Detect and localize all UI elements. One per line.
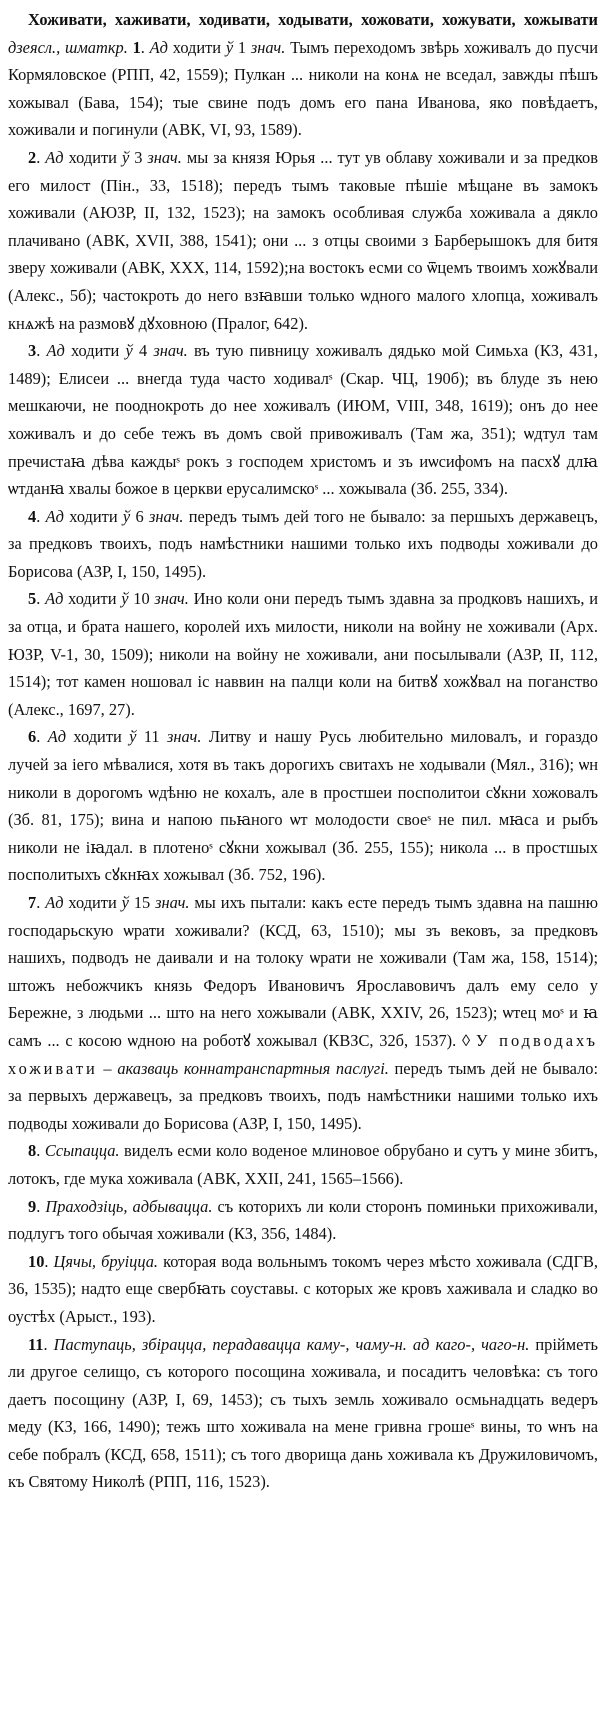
italic-gloss: знач. — [147, 147, 182, 167]
sense-paragraph-5: 5. Ад ходити ў 10 знач. Ино коли они передъ тымъ здавна за продковъ нашихъ, и за отца, и брата нашего, королей ихъ милости, николи на войну не хоживали (Арх. ЮЗР, V-1, 30, 1509); николи на войну не хоживали, ани посылывали (АЗР, II, 112, 1514); тот камен ношовал іс наввин на палци коли на битвꙋ хожꙋвал на поганство (Алекс., 1697, 27). — [8, 589, 598, 719]
italic-gloss: Ад — [47, 727, 67, 747]
sense-text: Ино коли они передъ тымъ здавна за продковъ нашихъ, и за отца, и брата нашего, королей ихъ милости, николи на войну не хоживали (Арх. ЮЗР, V-1, 30, 1509); николи на войну не хоживали, ани посылывали (АЗР, II, 112, 1514); тот камен ношовал іс наввин на палци коли на битвꙋ хожꙋвал на поганство (Алекс., 1697, 27). — [8, 589, 598, 719]
sense-number: 6 — [28, 727, 37, 747]
italic-gloss: ў — [121, 147, 130, 167]
sense-paragraph-8: 8. Ссыпацца. виделъ есми коло воденое млиновое обрубано и сутъ у мине збитъ, лотокъ, где мука хоживала (АВК, XXII, 241, 1565–1566). — [8, 1141, 598, 1188]
italic-gloss: Ад — [45, 893, 64, 912]
sense-paragraph-11: 11. Паступаць, збірацца, перадавацца каму-, чаму-н. ад каго-, чаго-н. прійметь ли другое селищо, съ которого посощина хоживала, и посадитъ человѣка: съ того даетъ посощину (АЗР, I, 69, 1453); съ тыхъ земль хоживало осмьнадцать ведеръ меду (КЗ, 166, 1490); тежъ што хоживала на мене гривна грошеˢ вины, то ѡнъ на себе побралъ (КСД, 658, 1511); съ того дворища дань хоживала къ Дружиловичомъ, къ Святому Николѣ (РПП, 116, 1523). — [8, 1334, 598, 1492]
sense-text: съ которихъ ли коли сторонъ поминьки прихоживали, подлугъ того обычая хоживали (КЗ, 356, 1484). — [8, 1196, 598, 1244]
italic-gloss: знач. — [153, 341, 188, 361]
italic-gloss: Ад — [45, 506, 64, 526]
sense-text: ходити — [64, 341, 126, 361]
sense-number: 9 — [28, 1196, 37, 1216]
italic-gloss: ў — [125, 341, 133, 361]
sense-number: 4 — [28, 506, 37, 526]
sense-number: 5 — [28, 589, 37, 609]
italic-gloss: Паступаць, збірацца, перадавацца каму-, чаму-н. ад каго-, чаго-н. — [53, 1334, 530, 1354]
sense-number: 2 — [28, 147, 37, 167]
sense-paragraph-6: 6. Ад ходити ў 11 знач. Литву и нашу Русь любительно миловалъ, и гораздо лучей за іего мѣвалися, хотя въ такъ дорогихъ свитахъ не ходывали (Мял., 316); ѡн николи в дорогомъ ѡдѣню не кохалъ, але в простшеи посполитои сꙋкни хожовалъ (Зб. 81, 175); вина и напою пьꙗного ѡт молодости своеˢ не пил. мꙗса и рыбъ николи не іꙗдал. в плотеноˢ сꙋкни хожывал (Зб. 255, 155); никола ... в простшых посполитыхъ сꙋкнꙗх хожывал (Зб. 752, 196). — [8, 727, 598, 885]
sense-paragraph-4: 4. Ад ходити ў 6 знач. передъ тымъ дей того не бывало: за першыхъ державецъ, за предковъ твоихъ, подъ намѣстники нашими только ихъ подводы хоживали до Борисова (АЗР, I, 150, 1495). — [8, 506, 599, 581]
sense-text: которая вода вольнымъ токомъ через мѣсто хоживала (СДГВ, 36, 1535); надто еще свербꙗть соуставы. с которых же кровъ хаживала и сладко во оустѣх (Арыст., 193). — [8, 1251, 598, 1326]
italic-gloss: Ад — [45, 147, 64, 167]
sense-text: ходити — [63, 147, 122, 167]
sense-text: ходити — [63, 506, 123, 526]
sense-text: Литву и нашу Русь любительно миловалъ, и гораздо лучей за іего мѣвалися, хотя въ такъ дорогихъ свитахъ не ходывали (Мял., 316); ѡн николи в дорогомъ ѡдѣню не кохалъ, але в простшеи посполитои сꙋкни хожовалъ (Зб. 81, 175); вина и напою пьꙗного ѡт молодости своеˢ не пил. мꙗса и рыбъ николи не іꙗдал. в плотеноˢ сꙋкни хожывал (Зб. 255, 155); никола ... в простшых посполитыхъ сꙋкнꙗх хожывал (Зб. 752, 196). — [8, 727, 598, 885]
sense-text: виделъ есми коло воденое млиновое обрубано и сутъ у мине збитъ, лотокъ, где мука хоживала (АВК, XXII, 241, 1565–1566). — [8, 1141, 598, 1188]
sense-text: передъ тымъ дей не бывало: за первыхъ державецъ, за предковъ твоихъ, подъ намѣстники нашими только ихъ подводы хоживали до Борисова (АЗР, I, 150, 1495). — [8, 1058, 599, 1133]
italic-gloss: Ад — [149, 37, 168, 57]
sense-number: 8 — [28, 1141, 37, 1161]
sense-number: 10 — [28, 1251, 45, 1271]
headword: Хоживати, хаживати, ходивати, ходывати, хожовати, хожувати, хожывати — [28, 10, 598, 29]
sense-paragraph-1: Хоживати, хаживати, ходивати, ходывати, хожовати, хожувати, хожывати дзеясл., шматкр. 1. Ад ходити ў 1 знач. Тымъ переходомъ звѣрь хоживалъ до пусчи Кормяловское (РПП, 42, 1559); Пулкан ... николи на конѧ не вседал, завжды пѣшъ хожывал (Бава, 154); тые свине подъ домъ его пана Иванова, яко повѣдаетъ, хоживали и погинули (АВК, VI, 93, 1589). — [8, 10, 598, 140]
sense-number: 11 — [28, 1334, 44, 1354]
italic-gloss: знач. — [149, 506, 184, 526]
dictionary-entry — [8, 6, 598, 1496]
italic-gloss: ў — [121, 893, 129, 912]
italic-gloss: знач. — [154, 589, 189, 609]
sense-text: Тымъ переходомъ звѣрь хоживалъ до пусчи Кормяловское (РПП, 42, 1559); Пулкан ... николи на конѧ не вседал, завжды пѣшъ хожывал (Бава, 154); тые свине подъ домъ его пана Иванова, яко повѣдаетъ, хоживали и погинули (АВК, VI, 93, 1589). — [8, 37, 598, 140]
sense-text: 15 — [128, 893, 156, 912]
sense-paragraph-2: 2. Ад ходити ў 3 знач. мы за князя Юрья ... тут ув облаву хоживали и за предков его милост (Пін., 33, 1518); передъ тымъ таковые пѣшіе мѣщане въ замокъ хоживали (АЮЗР, II, 132, 1523); на замокъ особливая служба хоживала а дякло плачивано (АВК, XVII, 388, 1541); они ... з отцы своими з Барберышокъ для битя зверу хоживали (АВК, XXX, 114, 1592);на востокъ есми со ѿцемъ твоимъ хожꙋвали (Алекс., 5б); частокроть до него взꙗвши только ѡдного малого хлопца, хоживалъ кнѧжѣ на размовꙋ дꙋховною (Пралог, 642). — [8, 147, 598, 333]
sense-text: ходити — [63, 893, 122, 912]
spaced-phrase: У подводахъ хоживати — [8, 1030, 599, 1078]
sense-text: мы за князя Юрья ... тут ув облаву хоживали и за предков его милост (Пін., 33, 1518); передъ тымъ таковые пѣшіе мѣщане въ замокъ хоживали (АЮЗР, II, 132, 1523); на замокъ особливая служба хоживала а дякло плачивано (АВК, XVII, 388, 1541); они ... з отцы своими з Барберышокъ для битя зверу хоживали (АВК, XXX, 114, 1592);на востокъ есми со ѿцемъ твоимъ хожꙋвали (Алекс., 5б); частокроть до него взꙗвши только ѡдного малого хлопца, хоживалъ кнѧжѣ на размовꙋ дꙋховною (Пралог, 642). — [8, 147, 598, 333]
sense-text: ходити — [63, 589, 122, 609]
sense-text: прійметь ли другое селищо, съ которого посощина хоживала, и посадитъ человѣка: съ того даетъ посощину (АЗР, I, 69, 1453); съ тыхъ земль хоживало осмьнадцать ведеръ меду (КЗ, 166, 1490); тежъ што хоживала на мене гривна грошеˢ вины, то ѡнъ на себе побралъ (КСД, 658, 1511); съ того дворища дань хоживала къ Дружиловичомъ, къ Святому Николѣ (РПП, 116, 1523). — [8, 1334, 598, 1492]
italic-gloss: ў — [225, 37, 234, 57]
sense-text: 3 — [129, 147, 148, 167]
sense-text: ходити — [66, 727, 130, 747]
italic-gloss: ў — [129, 727, 137, 747]
grammar-label: дзеясл., шматкр. — [8, 37, 128, 57]
sense-text: – — [97, 1058, 118, 1078]
sense-text: мы ихъ пытали: какъ есте передъ тымъ здавна на пашню господарьскую ѡрати хоживали? (КСД, 63, 1510); мы зъ вековъ, за предковъ нашихъ, подводъ не даивали и на толоку ѡрати не хоживали (Там жа, 158, 1514); штожъ небожчикъ князь Федоръ Ивановичъ Ярославовичъ далъ ему село у Бережне, з людьми ... што на него хожывали (АВК, XXIV, 26, 1523); ѡтец моˢ и ꙗ самъ ... с косою ѡдною на роботꙋ хожывал (КВЗС, 32б, 1537). ◊ — [8, 893, 598, 1050]
italic-gloss: Цячы, бруіцца. — [53, 1251, 159, 1271]
italic-gloss: Ад — [45, 589, 64, 609]
sense-text: 11 — [136, 727, 168, 747]
sense-paragraph-3: 3. Ад ходити ў 4 знач. въ тую пивницу хоживалъ дядько мой Симьха (КЗ, 431, 1489); Елисеи ... внегда туда часто ходивалˢ (Скар. ЧЦ, 190б); въ блуде зъ нею мешкаючи, не пооднокроть до нее хоживалъ (ИЮМ, VIII, 348, 1619); онъ до нее хоживалъ и до себе тежъ въ домъ свой привоживалъ (Там жа, 351); ѡдтул там пречистаꙗ дѣва каждыˢ рокъ з господем христомъ и зъ иѡсифомъ на пасхꙋ длꙗ ѡтданꙗ хвалы божое в церкви ерусалимскоˢ ... хожывала (Зб. 255, 334). — [8, 341, 598, 499]
sense-text: передъ тымъ дей того не бывало: за першыхъ державецъ, за предковъ твоихъ, подъ намѣстники нашими только ихъ подводы хоживали до Борисова (АЗР, I, 150, 1495). — [8, 506, 599, 581]
sense-number: 3 — [28, 341, 37, 361]
sense-text: 1 — [233, 37, 251, 57]
sense-number: 7 — [28, 893, 37, 912]
sense-number: 1 — [132, 37, 141, 57]
sense-text: 10 — [128, 589, 155, 609]
italic-gloss: ў — [122, 506, 131, 526]
italic-gloss: Ссыпацца. — [44, 1141, 120, 1161]
sense-text: 6 — [130, 506, 150, 526]
sense-text: въ тую пивницу хоживалъ дядько мой Симьха (КЗ, 431, 1489); Елисеи ... внегда туда часто ходивалˢ (Скар. ЧЦ, 190б); въ блуде зъ нею мешкаючи, не пооднокроть до нее хоживалъ (ИЮМ, VIII, 348, 1619); онъ до нее хоживалъ и до себе тежъ въ домъ свой привоживалъ (Там жа, 351); ѡдтул там пречистаꙗ дѣва каждыˢ рокъ з господем христомъ и зъ иѡсифомъ на пасхꙋ длꙗ ѡтданꙗ хвалы божое в церкви ерусалимскоˢ ... хожывала (Зб. 255, 334). — [8, 341, 598, 499]
italic-gloss: ў — [121, 589, 129, 609]
sense-paragraph-7: 7. Ад ходити ў 15 знач. мы ихъ пытали: какъ есте передъ тымъ здавна на пашню господарьскую ѡрати хоживали? (КСД, 63, 1510); мы зъ вековъ, за предковъ нашихъ, подводъ не даивали и на толоку ѡрати не хоживали (Там жа, 158, 1514); штожъ небожчикъ князь Федоръ Ивановичъ Ярославовичъ далъ ему село у Бережне, з людьми ... што на него хожывали (АВК, XXIV, 26, 1523); ѡтец моˢ и ꙗ самъ ... с косою ѡдною на роботꙋ хожывал (КВЗС, 32б, 1537). ◊ У подводахъ хоживати – аказваць коннатранспартныя паслугі. передъ тымъ дей не бывало: за первыхъ державецъ, за предковъ твоихъ, подъ намѣстники нашими только ихъ подводы хоживали до Борисова (АЗР, I, 150, 1495). — [8, 893, 599, 1133]
italic-gloss: знач. — [155, 893, 190, 912]
italic-gloss: аказваць коннатранспартныя паслугі. — [117, 1058, 389, 1078]
italic-gloss: Ад — [46, 341, 65, 361]
sense-text: ходити — [167, 37, 226, 57]
italic-gloss: знач. — [250, 37, 286, 57]
sense-paragraph-9: 9. Праходзіць, адбывацца. съ которихъ ли коли сторонъ поминьки прихоживали, подлугъ того обычая хоживали (КЗ, 356, 1484). — [8, 1196, 598, 1244]
sense-paragraph-10: 10. Цячы, бруіцца. которая вода вольнымъ токомъ через мѣсто хоживала (СДГВ, 36, 1535); надто еще свербꙗть соуставы. с которых же кровъ хаживала и сладко во оустѣх (Арыст., 193). — [8, 1251, 598, 1326]
italic-gloss: Праходзіць, адбывацца. — [45, 1196, 213, 1216]
sense-text: 4 — [132, 341, 154, 361]
italic-gloss: знач. — [167, 727, 202, 747]
